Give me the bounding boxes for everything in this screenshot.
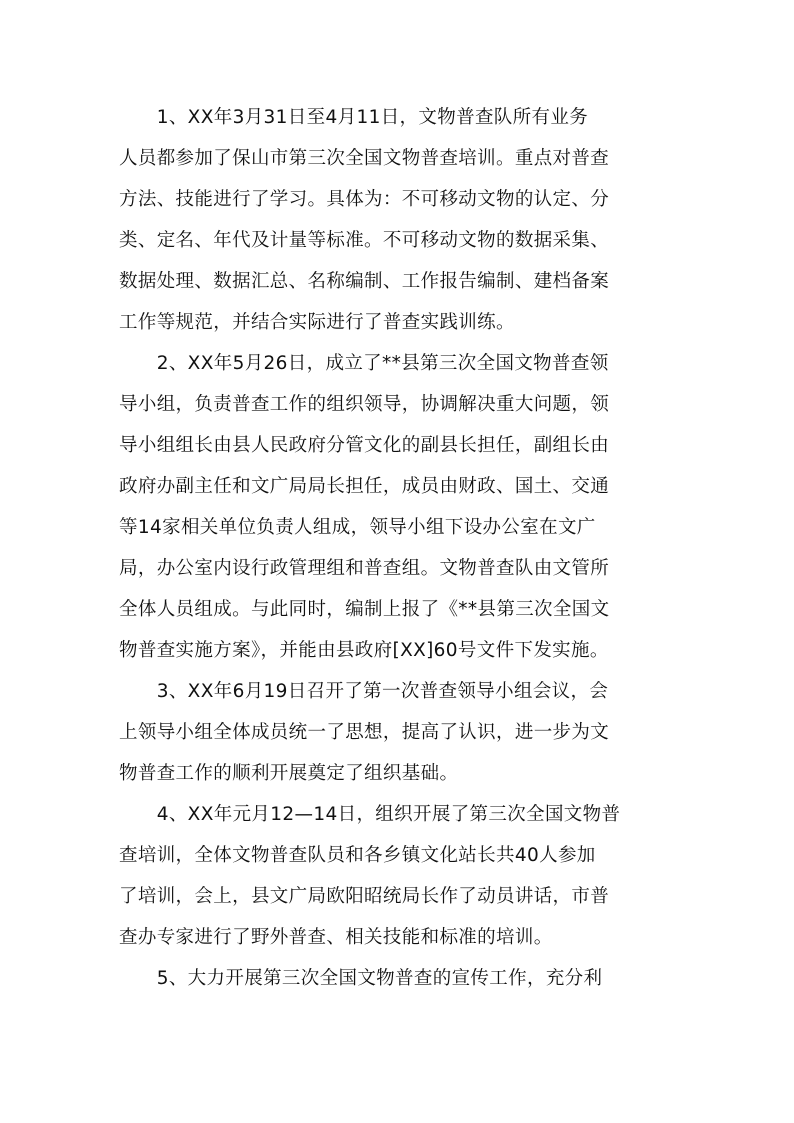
- paragraph-1: [119, 97, 685, 343]
- text-line: 类、定名、年代及计量等标准。不可移动文物的数据采集、: [119, 230, 610, 251]
- text-line: 导小组，负责普查工作的组织领导，协调解决重大问题，领: [119, 394, 610, 415]
- paragraph-3: [119, 671, 685, 794]
- text-line: 3、XX年6月19日召开了第一次普查领导小组会议，会: [119, 681, 609, 702]
- paragraph-4: [119, 794, 685, 958]
- text-line: 查培训，全体文物普查队员和各乡镇文化站长共40人参加: [119, 845, 596, 866]
- text-line: 5、大力开展第三次全国文物普查的宣传工作，充分利: [119, 968, 603, 989]
- text-line: 物普查工作的顺利开展奠定了组织基础。: [119, 763, 459, 784]
- text-line: 物普查实施方案》，并能由县政府[XX]60号文件下发实施。: [119, 640, 609, 661]
- text-line: 了培训，会上，县文广局欧阳昭统局长作了动员讲话，市普: [119, 886, 610, 907]
- text-line: 2、XX年5月26日，成立了**县第三次全国文物普查领: [119, 353, 609, 374]
- text-line: 4、XX年元月12—14日，组织开展了第三次全国文物普: [119, 804, 621, 825]
- text-line: 等14家相关单位负责人组成，领导小组下设办公室在文广: [119, 517, 596, 538]
- text-line: 上领导小组全体成员统一了思想，提高了认识，进一步为文: [119, 722, 610, 743]
- text-line: 导小组组长由县人民政府分管文化的副县长担任，副组长由: [119, 435, 610, 456]
- text-line: 局，办公室内设行政管理组和普查组。文物普查队由文管所: [119, 558, 610, 579]
- text-line: 政府办副主任和文广局局长担任，成员由财政、国土、交通: [119, 476, 610, 497]
- document-body: [119, 97, 685, 999]
- text-line: 查办专家进行了野外普查、相关技能和标准的培训。: [119, 927, 553, 948]
- text-line: 1、XX年3月31日至4月11日，文物普查队所有业务: [119, 107, 589, 128]
- text-line: 工作等规范，并结合实际进行了普查实践训练。: [119, 312, 515, 333]
- text-line: 人员都参加了保山市第三次全国文物普查培训。重点对普查: [119, 148, 610, 169]
- paragraph-2: [119, 343, 685, 671]
- text-line: 数据处理、数据汇总、名称编制、工作报告编制、建档备案: [119, 271, 610, 292]
- paragraph-5: [119, 958, 685, 999]
- text-line: 全体人员组成。与此同时，编制上报了《**县第三次全国文: [119, 599, 610, 620]
- text-line: 方法、技能进行了学习。具体为：不可移动文物的认定、分: [119, 189, 610, 210]
